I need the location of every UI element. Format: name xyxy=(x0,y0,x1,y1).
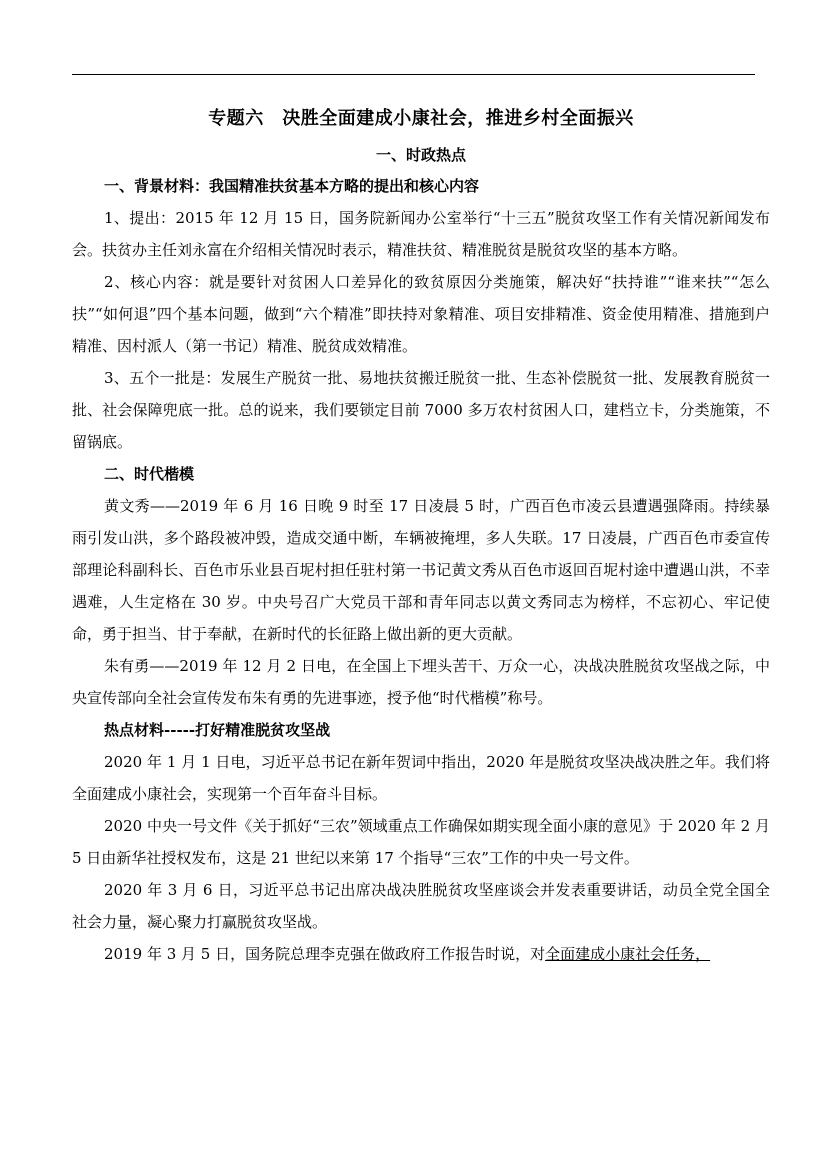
paragraph-huang-wenxiu: 黄文秀——2019 年 6 月 16 日晚 9 时至 17 日凌晨 5 时，广西百色市凌云县遭遇强降雨。持续暴雨引发山洪，多个路段被冲毁，造成交通中断，车辆被掩埋，多人失联。17 日凌晨，广西百色市委宣传部理论科副科长、百色市乐业县百坭村担任驻村第一书记黄文秀从百色市返回百坭村途中遭遇山洪，不幸遇难，人生定格在 30 岁。中央号召广大党员干部和青年同志以黄文秀同志为榜样，不忘初心、牢记使命，勇于担当、甘于奉献，在新时代的长征路上做出新的更大贡献。 xyxy=(72,497,770,643)
paragraph-central-document: 2020 中央一号文件《关于抓好“三农”领域重点工作确保如期实现全面小康的意见》于 2020 年 2 月 5 日由新华社授权发布，这是 21 世纪以来第 17 个指导“三农”工作的中央一号文件。 xyxy=(72,817,770,867)
document-body xyxy=(72,104,770,970)
government-report-text: 2019 年 3 月 5 日，国务院总理李克强在做政府工作报告时说，对 xyxy=(104,945,546,963)
paragraph-government-report xyxy=(72,938,770,970)
paragraph-new-year-address: 2020 年 1 月 1 日电，习近平总书记在新年贺词中指出，2020 年是脱贫攻坚决战决胜之年。我们将全面建成小康社会，实现第一个百年奋斗目标。 xyxy=(72,753,770,803)
underlined-phrase: 全面建成小康社会任务， xyxy=(545,945,711,963)
paragraph-core-content: 2、核心内容：就是要针对贫困人口差异化的致贫原因分类施策，解决好“扶持谁”“谁来扶”“怎么扶”“如何退”四个基本问题，做到“六个精准”即扶持对象精准、项目安排精准、资金使用精准、措施到户精准、因村派人（第一书记）精准、脱贫成效精准。 xyxy=(72,273,770,355)
paragraph-five-batches: 3、五个一批是：发展生产脱贫一批、易地扶贫搬迁脱贫一批、生态补偿脱贫一批、发展教育脱贫一批、社会保障兜底一批。总的说来，我们要锁定目前 7000 多万农村贫困人口，建档立卡，分类施策，不留锅底。 xyxy=(72,369,770,451)
paragraph-zhu-youyong: 朱有勇——2019 年 12 月 2 日电，在全国上下埋头苦干、万众一心，决战决胜脱贫攻坚战之际，中央宣传部向全社会宣传发布朱有勇的先进事迹，授予他“时代楷模”称号。 xyxy=(72,657,770,707)
document-title: 专题六 决胜全面建成小康社会，推进乡村全面振兴 xyxy=(208,108,634,129)
header-rule xyxy=(72,74,755,75)
heading-background-material: 一、背景材料：我国精准扶贫基本方略的提出和核心内容 xyxy=(104,177,480,195)
paragraph-proposal: 1、提出：2015 年 12 月 15 日，国务院新闻办公室举行“十三五”脱贫攻坚工作有关情况新闻发布会。扶贫办主任刘永富在介绍相关情况时表示，精准扶贫、精准脱贫是脱贫攻坚的基本方略。 xyxy=(72,209,770,259)
paragraph-symposium: 2020 年 3 月 6 日，习近平总书记出席决战决胜脱贫攻坚座谈会并发表重要讲话，动员全党全国全社会力量，凝心聚力打赢脱贫攻坚战。 xyxy=(72,881,770,931)
section-title: 一、时政热点 xyxy=(375,146,466,164)
heading-role-models: 二、时代楷模 xyxy=(104,465,195,483)
heading-hot-material: 热点材料-----打好精准脱贫攻坚战 xyxy=(104,721,331,739)
